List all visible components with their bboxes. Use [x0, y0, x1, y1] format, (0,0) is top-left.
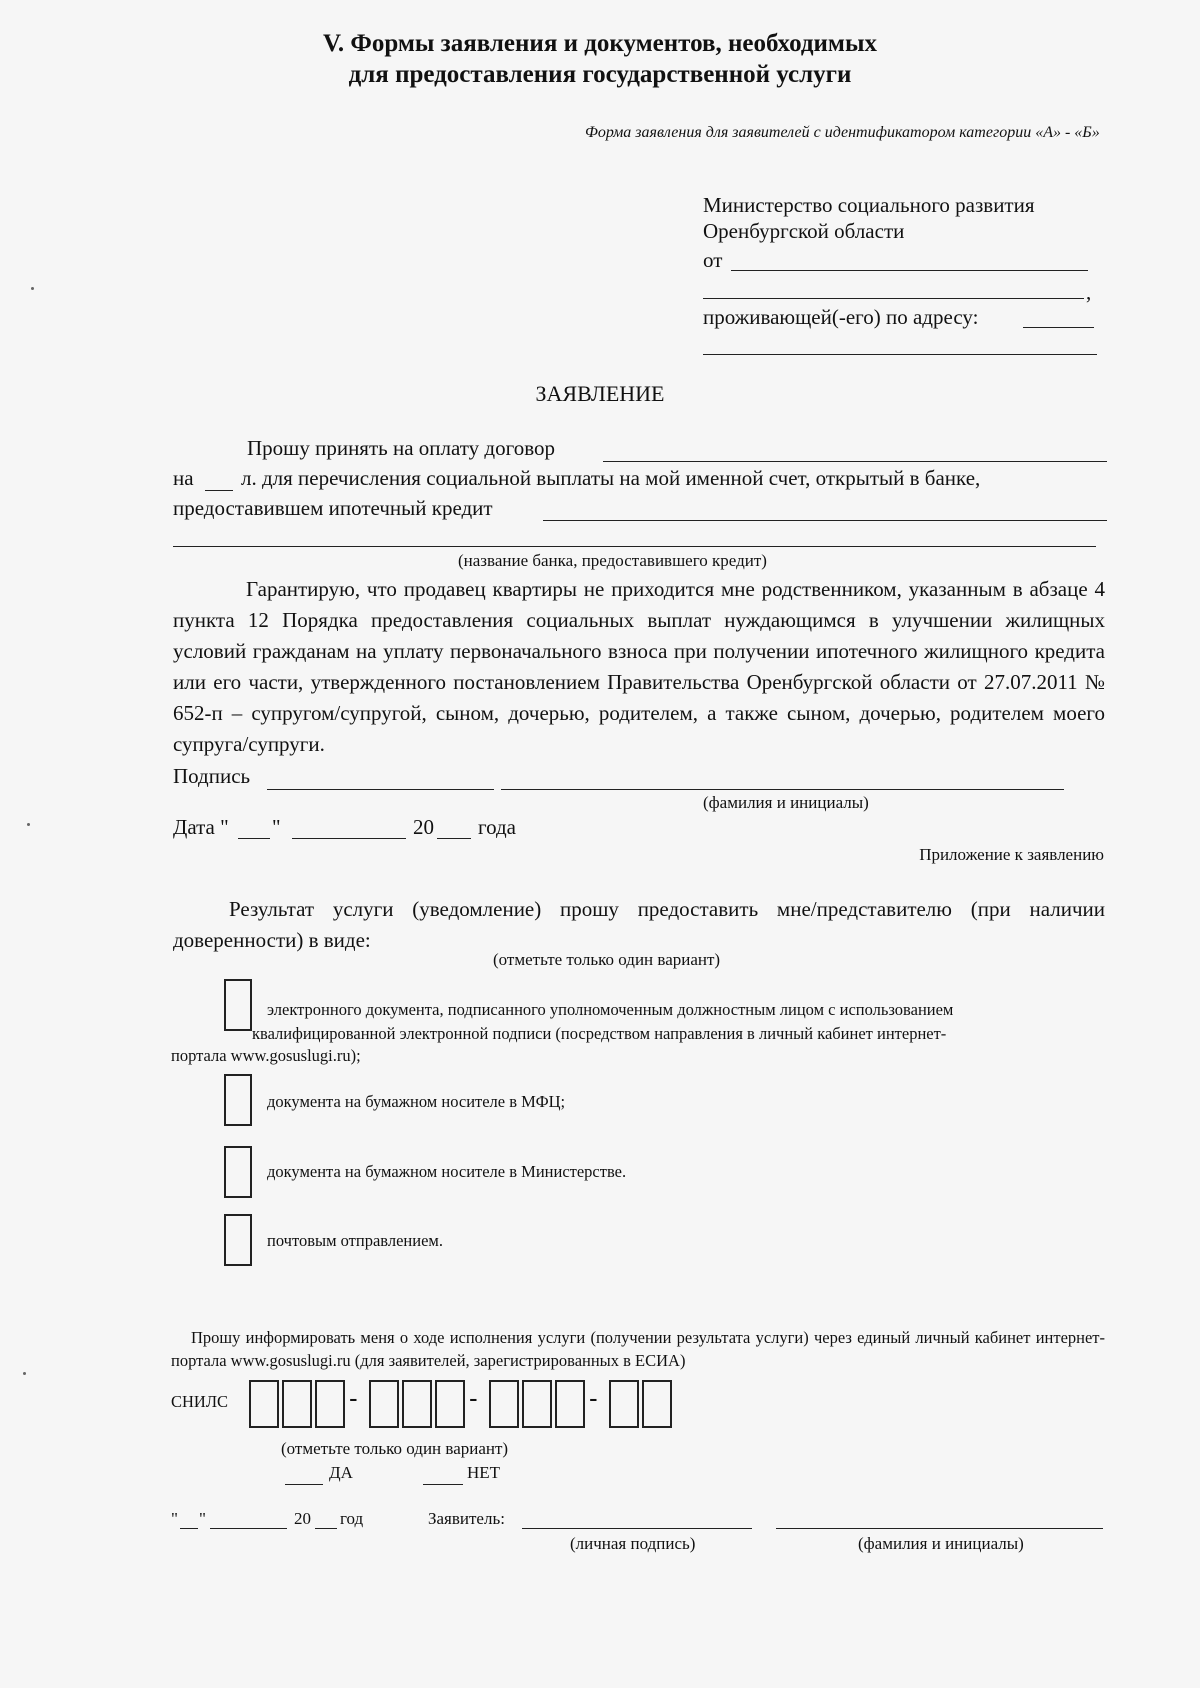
scan-speckle: [27, 823, 30, 826]
date-year-line[interactable]: [437, 838, 471, 839]
request-line-3: предоставившем ипотечный кредит: [173, 496, 493, 520]
option-ministry-label: документа на бумажном носителе в Министерстве.: [267, 1162, 627, 1181]
yes-mark-line[interactable]: [285, 1484, 323, 1485]
yes-no-caption: (отметьте только один вариант): [281, 1439, 509, 1458]
snils-digit-10[interactable]: [609, 1380, 639, 1428]
snils-dash-1: -: [349, 1383, 358, 1413]
date-month-line[interactable]: [292, 838, 406, 839]
date-year-suffix: года: [478, 815, 516, 839]
option-ministry-checkbox[interactable]: [224, 1146, 252, 1198]
scan-speckle: [23, 1372, 26, 1375]
title-line-2: для предоставления государственной услуги: [348, 61, 852, 88]
address-label: проживающей(-его) по адресу:: [703, 305, 979, 329]
option-electronic-line-3: портала www.gosuslugi.ru);: [171, 1046, 361, 1065]
pages-label: на: [173, 466, 194, 490]
title-line-1: V. Формы заявления и документов, необходимых: [323, 30, 877, 57]
snils-digit-3[interactable]: [315, 1380, 345, 1428]
statement-heading: ЗАЯВЛЕНИЕ: [535, 381, 665, 406]
applicant-name-caption: (фамилия и инициалы): [858, 1534, 1024, 1553]
from-label: от: [703, 248, 723, 272]
applicant-label: Заявитель:: [428, 1509, 505, 1528]
footer-quote-open: ": [171, 1509, 178, 1528]
address-line-2[interactable]: [703, 354, 1097, 355]
from-name-line[interactable]: [731, 270, 1088, 271]
snils-digit-11[interactable]: [642, 1380, 672, 1428]
snils-digit-5[interactable]: [402, 1380, 432, 1428]
footer-quote-close: ": [199, 1509, 206, 1528]
date-quote: ": [272, 815, 281, 839]
option-mail-label: почтовым отправлением.: [267, 1231, 443, 1250]
from-name-line-2[interactable]: [703, 298, 1084, 299]
scan-speckle: [31, 287, 34, 290]
option-electronic-checkbox[interactable]: [224, 979, 252, 1031]
option-mfc-label: документа на бумажном носителе в МФЦ;: [267, 1092, 566, 1111]
option-mfc-checkbox[interactable]: [224, 1074, 252, 1126]
yes-label: ДА: [329, 1463, 353, 1482]
guarantee-paragraph: Гарантирую, что продавец квартиры не приходится мне родственником, указанным в абзаце 4 пункта 12 Порядка предоставления социальных выплат нуждающимся в улучшении жилищных условий гражданам на уплату первоначального взноса при получении ипотечного жилищного кредита или его части, утвержденного постановлением Правительства Оренбургской области от 27.07.2011 № 652-п – супругом/супругой, сыном, дочерью, родителем, а также сыном, дочерью, родителем моего супруга/супруги.: [173, 577, 1105, 756]
snils-digit-7[interactable]: [489, 1380, 519, 1428]
signature-label: Подпись: [173, 764, 251, 788]
date-day-line[interactable]: [238, 838, 270, 839]
bank-line-1[interactable]: [543, 520, 1107, 521]
no-mark-line[interactable]: [423, 1484, 463, 1485]
bank-line-2[interactable]: [173, 546, 1096, 547]
applicant-signature-line[interactable]: [522, 1528, 752, 1529]
snils-digit-8[interactable]: [522, 1380, 552, 1428]
footer-year-suffix: год: [340, 1509, 364, 1528]
date-year-prefix: 20: [413, 815, 434, 839]
snils-label: СНИЛС: [171, 1392, 229, 1411]
option-mail-checkbox[interactable]: [224, 1214, 252, 1266]
snils-digit-9[interactable]: [555, 1380, 585, 1428]
snils-dash-3: -: [589, 1383, 598, 1413]
bank-caption: (название банка, предоставившего кредит): [458, 551, 767, 570]
appendix-label: Приложение к заявлению: [919, 845, 1104, 864]
signature-line[interactable]: [267, 789, 494, 790]
request-line-2: л. для перечисления социальной выплаты на мой именной счет, открытый в банке,: [241, 466, 981, 490]
snils-digit-4[interactable]: [369, 1380, 399, 1428]
form-note: Форма заявления для заявителей с идентификатором категории «А» - «Б»: [585, 124, 1100, 141]
document-title: [0, 28, 1200, 90]
pages-count-line[interactable]: [205, 490, 233, 491]
contract-label: Прошу принять на оплату договор: [247, 436, 555, 460]
address-line-1[interactable]: [1023, 327, 1094, 328]
contract-line[interactable]: [603, 461, 1107, 462]
snils-digit-2[interactable]: [282, 1380, 312, 1428]
addressee-comma: ,: [1086, 280, 1092, 304]
addressee-line-2: Оренбургской области: [703, 219, 905, 243]
footer-month-line[interactable]: [210, 1528, 287, 1529]
inform-request-paragraph: Прошу информировать меня о ходе исполнения услуги (получении результата услуги) через единый личный кабинет интернет-портала www.gosuslugi.ru (для заявителей, зарегистрированных в ЕСИА): [171, 1328, 1105, 1370]
footer-year-line[interactable]: [315, 1528, 337, 1529]
applicant-signature-caption: (личная подпись): [570, 1534, 696, 1553]
applicant-name-line[interactable]: [776, 1528, 1103, 1529]
snils-digit-6[interactable]: [435, 1380, 465, 1428]
snils-dash-2: -: [469, 1383, 478, 1413]
option-electronic-line-1: электронного документа, подписанного уполномоченным должностным лицом с использованием: [267, 1000, 954, 1019]
result-request-paragraph: Результат услуги (уведомление) прошу предоставить мне/представителю (при наличии доверенности) в виде:: [173, 897, 1105, 952]
signature-name-line[interactable]: [501, 789, 1064, 790]
option-electronic-line-2: квалифицированной электронной подписи (посредством направления в личный кабинет интернет-: [252, 1024, 947, 1043]
result-option-caption: (отметьте только один вариант): [493, 950, 721, 969]
footer-day-line[interactable]: [180, 1528, 198, 1529]
addressee-line-1: Министерство социального развития: [703, 193, 1035, 217]
snils-digit-1[interactable]: [249, 1380, 279, 1428]
signature-name-caption: (фамилия и инициалы): [703, 793, 869, 812]
footer-year-prefix: 20: [294, 1509, 311, 1528]
no-label: НЕТ: [467, 1463, 501, 1482]
date-label: Дата ": [173, 815, 229, 839]
